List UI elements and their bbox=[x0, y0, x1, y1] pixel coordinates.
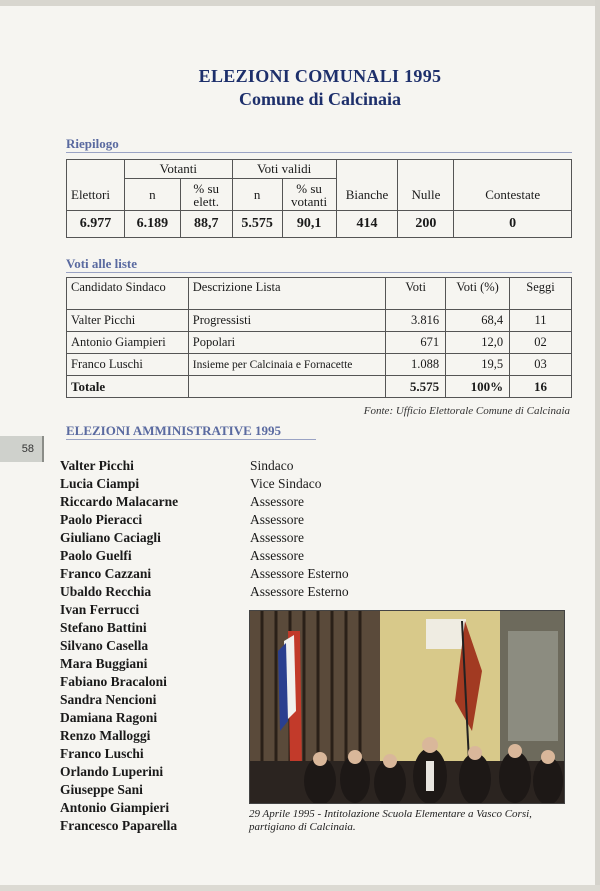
member-name: Paolo Guelfi bbox=[60, 548, 132, 563]
member-role: Vice Sindaco bbox=[250, 476, 322, 491]
value-votanti-pct: 88,7 bbox=[180, 211, 232, 238]
member-name: Lucia Ciampi bbox=[60, 476, 140, 491]
cell-total-pct: 100% bbox=[446, 376, 510, 398]
cell-seggi: 03 bbox=[510, 354, 572, 376]
value-nulle: 200 bbox=[398, 211, 454, 238]
page-number: 58 bbox=[0, 436, 44, 462]
member-name: Sandra Nencioni bbox=[60, 692, 157, 707]
photo-caption: 29 Aprile 1995 - Intitolazione Scuola Elementare a Vasco Corsi, partigiano di Calcinaia. bbox=[249, 808, 532, 833]
col-votanti-n: n bbox=[124, 179, 180, 211]
member-name: Valter Picchi bbox=[60, 458, 134, 473]
cell-total-seggi: 16 bbox=[510, 376, 572, 398]
total-row bbox=[67, 376, 572, 398]
liste-heading: Voti alle liste bbox=[66, 256, 138, 271]
value-validi-pct: 90,1 bbox=[282, 211, 336, 238]
member-name: Damiana Ragoni bbox=[60, 710, 158, 725]
member-name: Stefano Battini bbox=[60, 620, 147, 635]
member-name: Renzo Malloggi bbox=[60, 728, 151, 743]
page-title: ELEZIONI COMUNALI 1995 bbox=[198, 66, 442, 86]
col-pct: Voti (%) bbox=[446, 278, 510, 310]
col-validi-pct: % su votanti bbox=[282, 179, 336, 211]
member-name: Paolo Pieracci bbox=[60, 512, 143, 527]
member-name: Giuliano Caciagli bbox=[60, 530, 161, 545]
col-bianche: Bianche bbox=[336, 179, 398, 211]
cell-pct: 68,4 bbox=[446, 310, 510, 332]
table-row bbox=[67, 354, 572, 376]
cell-lista: Insieme per Calcinaia e Fornacette bbox=[188, 354, 385, 376]
member-name: Franco Luschi bbox=[60, 746, 144, 761]
member-name: Riccardo Malacarne bbox=[60, 494, 179, 509]
header-group-voti-validi: Voti validi bbox=[232, 160, 336, 179]
member-role: Assessore bbox=[250, 512, 304, 527]
amministrative-rule bbox=[66, 439, 316, 440]
cell-total-empty bbox=[188, 376, 385, 398]
header-spacer-cell bbox=[398, 160, 454, 179]
riepilogo-table bbox=[66, 159, 572, 238]
member-role: Assessore bbox=[250, 530, 304, 545]
members-names-column bbox=[60, 457, 178, 835]
col-nulle: Nulle bbox=[398, 179, 454, 211]
source-note: Fonte: Ufficio Elettorale Comune di Calcinaia bbox=[363, 405, 570, 417]
member-name: Mara Buggiani bbox=[60, 656, 148, 671]
col-descrizione: Descrizione Lista bbox=[188, 278, 385, 310]
col-elettori: Elettori bbox=[67, 179, 125, 211]
liste-table bbox=[66, 277, 572, 398]
col-seggi: Seggi bbox=[510, 278, 572, 310]
riepilogo-rule bbox=[66, 152, 572, 153]
cell-total-voti: 5.575 bbox=[386, 376, 446, 398]
riepilogo-heading: Riepilogo bbox=[66, 136, 119, 151]
value-elettori: 6.977 bbox=[67, 211, 125, 238]
member-name: Orlando Luperini bbox=[60, 764, 164, 779]
member-role: Assessore bbox=[250, 494, 304, 509]
cell-voti: 671 bbox=[386, 332, 446, 354]
members-roles-column bbox=[250, 457, 349, 601]
member-role: Assessore Esterno bbox=[250, 584, 349, 599]
page-edge-bottom bbox=[0, 885, 600, 891]
cell-seggi: 02 bbox=[510, 332, 572, 354]
col-contestate: Contestate bbox=[454, 179, 572, 211]
header-spacer-cell bbox=[454, 160, 572, 179]
header-spacer-cell bbox=[67, 160, 125, 179]
member-name: Giuseppe Sani bbox=[60, 782, 143, 797]
member-name: Ubaldo Recchia bbox=[60, 584, 152, 599]
liste-rule bbox=[66, 272, 572, 273]
table-row bbox=[67, 310, 572, 332]
page-subtitle: Comune di Calcinaia bbox=[238, 89, 402, 109]
value-contestate: 0 bbox=[454, 211, 572, 238]
member-role: Assessore bbox=[250, 548, 304, 563]
cell-candidato: Antonio Giampieri bbox=[67, 332, 189, 354]
cell-lista: Popolari bbox=[188, 332, 385, 354]
value-validi-n: 5.575 bbox=[232, 211, 282, 238]
ceremony-photo-graphic bbox=[250, 611, 565, 804]
member-name: Fabiano Bracaloni bbox=[60, 674, 167, 689]
col-validi-n: n bbox=[232, 179, 282, 211]
header-group-votanti: Votanti bbox=[124, 160, 232, 179]
value-votanti-n: 6.189 bbox=[124, 211, 180, 238]
member-role: Assessore Esterno bbox=[250, 566, 349, 581]
col-voti: Voti bbox=[386, 278, 446, 310]
cell-candidato: Valter Picchi bbox=[67, 310, 189, 332]
member-name: Ivan Ferrucci bbox=[60, 602, 140, 617]
cell-seggi: 11 bbox=[510, 310, 572, 332]
member-name: Franco Cazzani bbox=[60, 566, 152, 581]
cell-candidato: Franco Luschi bbox=[67, 354, 189, 376]
cell-lista: Progressisti bbox=[188, 310, 385, 332]
cell-voti: 1.088 bbox=[386, 354, 446, 376]
cell-total-label: Totale bbox=[67, 376, 189, 398]
value-bianche: 414 bbox=[336, 211, 398, 238]
amministrative-heading: ELEZIONI AMMINISTRATIVE 1995 bbox=[66, 423, 282, 438]
table-row bbox=[67, 332, 572, 354]
page-edge-top bbox=[0, 0, 600, 6]
cell-pct: 19,5 bbox=[446, 354, 510, 376]
ceremony-photo bbox=[249, 610, 565, 804]
col-votanti-pct: % su elett. bbox=[180, 179, 232, 211]
header-spacer-cell bbox=[336, 160, 398, 179]
member-role: Sindaco bbox=[250, 458, 294, 473]
member-name: Silvano Casella bbox=[60, 638, 149, 653]
cell-pct: 12,0 bbox=[446, 332, 510, 354]
cell-voti: 3.816 bbox=[386, 310, 446, 332]
page-edge-right bbox=[595, 0, 600, 891]
member-name: Antonio Giampieri bbox=[60, 800, 170, 815]
member-name: Francesco Paparella bbox=[60, 818, 178, 833]
col-candidato: Candidato Sindaco bbox=[67, 278, 189, 310]
